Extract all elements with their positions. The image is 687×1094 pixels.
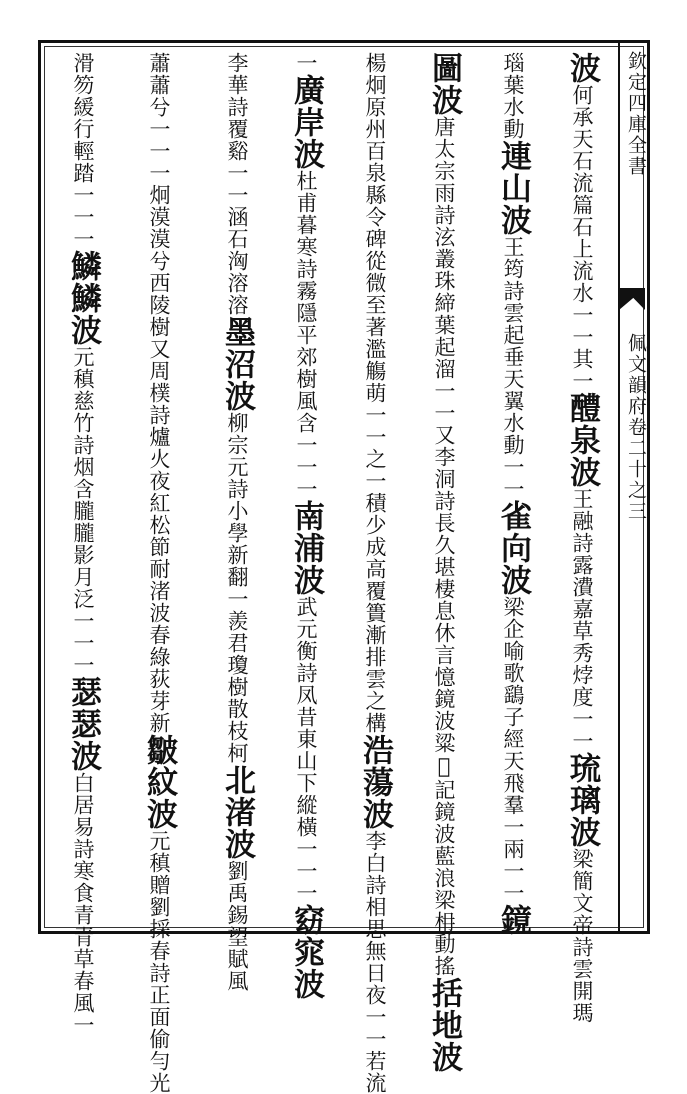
entry-citation: 武元衡詩凤昔東山下縱橫一一一 — [294, 596, 318, 904]
page-inner-border — [44, 46, 647, 928]
entry-heading: 波 — [564, 52, 600, 84]
entry-citation: 李華詩覆谿一一涵石洶溶溶 — [225, 52, 249, 316]
entry-citation: 梁企喻歌鷂子經天飛羣一兩一一 — [501, 596, 525, 904]
entry-citation: 杜甫暮寒詩霧隱平郊樹風含一一一 — [294, 170, 318, 500]
entry-heading: 南浦波 — [288, 500, 324, 596]
entry-heading: 浩蕩波 — [357, 734, 393, 830]
entry-citation: 王筠詩雲起垂天翼水動一一 — [501, 236, 525, 500]
text-column-4 — [356, 52, 398, 1094]
entry-heading: 廣岸波 — [288, 74, 324, 170]
text-column-7 — [140, 52, 182, 1094]
entry-citation: 梁簡文帝詩雲開瑪 — [570, 848, 594, 1024]
entry-citation: 唐太宗雨詩泫叢珠締葉起溜一一又李洞詩長久堪棲息休言憶鏡波粱𥨊記鏡波藍浪梁枏動搖 — [432, 116, 456, 977]
entry-heading: 鏡 — [495, 904, 531, 936]
text-column-3 — [425, 52, 467, 1073]
entry-heading: 北渚波 — [219, 764, 255, 860]
entry-citation: 何承天石流篇石上流水一一其一 — [570, 84, 594, 392]
entry-citation: 楊炯原州百泉縣令碑從微至著濫觴萌一一之一積少成高覆簣漸排雲之構 — [363, 52, 387, 734]
text-column-5 — [287, 52, 329, 1000]
entry-heading: 連山波 — [495, 140, 531, 236]
entry-heading: 窈窕波 — [288, 904, 324, 1000]
entry-citation: 白居易詩寒食青青草春風一 — [71, 772, 95, 1036]
entry-heading: 雀向波 — [495, 500, 531, 596]
text-column-2 — [494, 52, 536, 936]
entry-heading: 醴泉波 — [564, 392, 600, 488]
entry-citation: 王融詩露㵒嘉草秀㶿度一一 — [570, 488, 594, 752]
text-column-1 — [563, 52, 605, 1024]
book-title: 欽定四庫全書 — [625, 51, 647, 177]
entry-citation: 滑笏緩行輕踏一一一 — [71, 52, 95, 250]
entry-heading: 瑟瑟波 — [65, 676, 101, 772]
entry-citation: 蕭蕭兮一一一炯漠漠兮西陵樹又周樸詩爐火夜紅松節耐渚波春綠荻芽新 — [147, 52, 171, 734]
volume-title: 佩文韻府卷二十之三 — [625, 333, 647, 522]
entry-citation: 劉禹錫望賦風 — [225, 860, 249, 992]
entry-citation: 柳宗元詩小學新翻一羨君瓊樹散枝柯 — [225, 412, 249, 764]
entry-heading: 括地波 — [426, 977, 462, 1073]
entry-heading: 鱗鱗波 — [65, 250, 101, 346]
entry-citation: 元稹慈竹詩烟含朧朧影月泛一一一 — [71, 346, 95, 676]
entry-citation: 瑙葉水動 — [501, 52, 525, 140]
entry-citation: 李白詩相思無日夜一一若流 — [363, 830, 387, 1094]
center-column — [618, 43, 647, 931]
entry-heading: 圖波 — [426, 52, 462, 116]
text-column-6 — [218, 52, 260, 992]
text-column-8 — [64, 52, 106, 1036]
repeat-mark: 一 — [294, 52, 318, 74]
entry-heading: 墨沼波 — [219, 316, 255, 412]
entry-citation: 元稹贈劉採春詩正面偷勻光 — [147, 830, 171, 1094]
entry-heading: 皺紋波 — [141, 734, 177, 830]
entry-heading: 琉璃波 — [564, 752, 600, 848]
